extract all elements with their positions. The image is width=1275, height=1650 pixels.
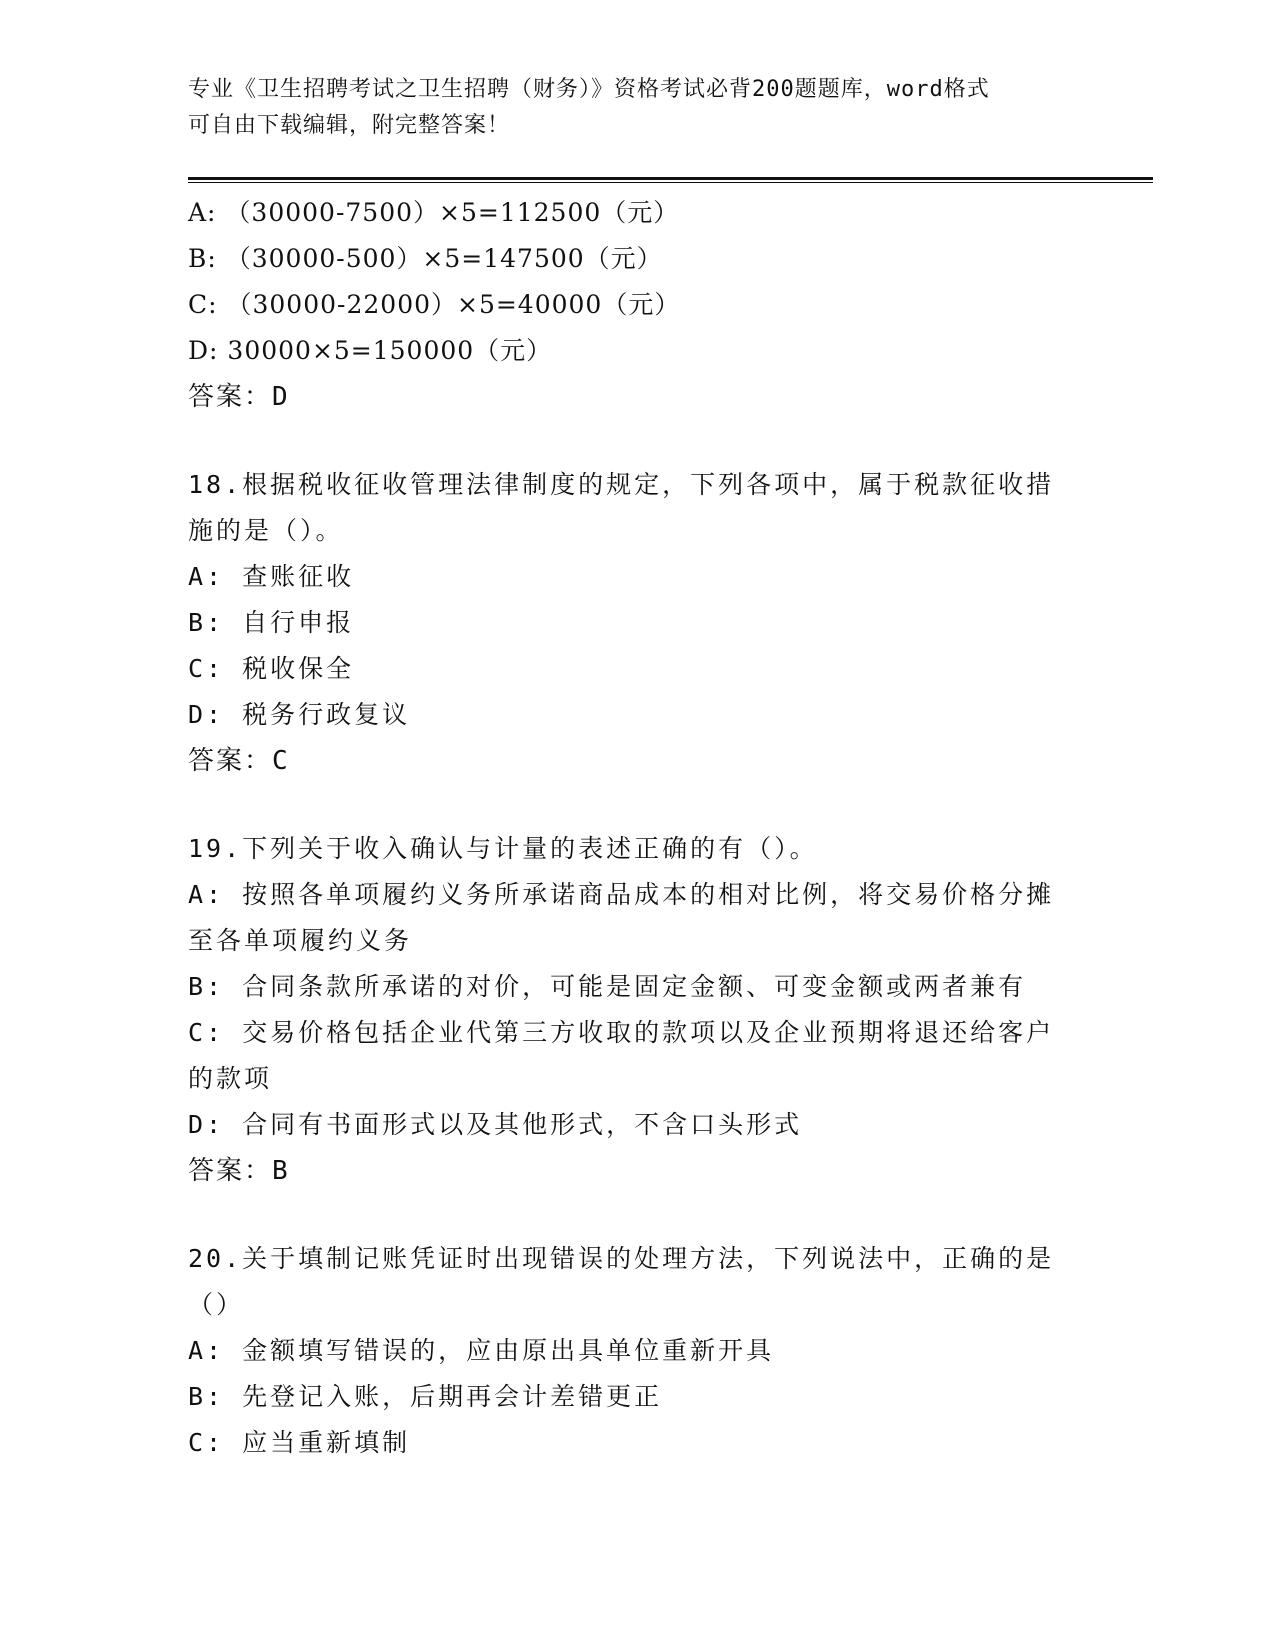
answer-label: 答案：	[188, 746, 273, 776]
question-19	[188, 826, 1068, 1194]
question-20	[188, 1236, 1068, 1466]
option-a: A: 金额填写错误的，应由原出具单位重新开具	[188, 1336, 775, 1365]
option-a: A: 查账征收	[188, 562, 355, 591]
question-stem-line-1: 20.关于填制记账凭证时出现错误的处理方法，下列说法中，正确的是	[188, 1244, 1055, 1273]
option-a: A: （30000-7500）×5=112500（元）	[188, 198, 680, 227]
answer-label: 答案：	[188, 382, 273, 412]
option-d: D: 税务行政复议	[188, 700, 411, 729]
answer-label: 答案：	[188, 1156, 273, 1186]
option-d: D: 合同有书面形式以及其他形式，不含口头形式	[188, 1110, 803, 1139]
header-divider	[188, 177, 1153, 183]
option-a-continued: 至各单项履约义务	[188, 926, 413, 955]
answer-value: D	[272, 382, 290, 412]
option-c-continued: 的款项	[188, 1064, 273, 1093]
divider-thick-line	[188, 177, 1153, 180]
question-18	[188, 462, 1068, 784]
spacer	[188, 1194, 1068, 1236]
spacer	[188, 784, 1068, 826]
option-c: C: （30000-22000）×5=40000（元）	[188, 290, 681, 319]
option-d: D: 30000×5=150000（元）	[188, 336, 553, 365]
answer-value: B	[272, 1156, 290, 1186]
question-stem-line-2: 施的是（）。	[188, 516, 344, 545]
option-c: C: 交易价格包括企业代第三方收取的款项以及企业预期将退还给客户	[188, 1018, 1055, 1047]
option-a: A: 按照各单项履约义务所承诺商品成本的相对比例，将交易价格分摊	[188, 880, 1055, 909]
question-stem-line-2: （）	[188, 1290, 245, 1319]
divider-thin-line	[188, 182, 1153, 183]
option-b: B: 合同条款所承诺的对价，可能是固定金额、可变金额或两者兼有	[188, 972, 1027, 1001]
header-line-2: 可自由下载编辑，附完整答案！	[188, 113, 511, 138]
header-line-1: 专业《卫生招聘考试之卫生招聘（财务）》资格考试必背200题题库，word格式	[188, 77, 990, 102]
document-header	[188, 70, 1068, 142]
question-stem-line-1: 19.下列关于收入确认与计量的表述正确的有（）。	[188, 834, 818, 863]
option-b: B: 先登记入账，后期再会计差错更正	[188, 1382, 663, 1411]
document-body	[188, 190, 1068, 1466]
answer-line	[188, 1148, 1068, 1194]
spacer	[188, 420, 1068, 462]
question-stem-line-1: 18.根据税收征收管理法律制度的规定，下列各项中，属于税款征收措	[188, 470, 1055, 499]
answer-line	[188, 738, 1068, 784]
question-17	[188, 190, 1068, 420]
option-c: C: 应当重新填制	[188, 1428, 411, 1457]
option-c: C: 税收保全	[188, 654, 355, 683]
answer-value: C	[272, 746, 290, 776]
option-b: B: （30000-500）×5=147500（元）	[188, 244, 663, 273]
answer-line	[188, 374, 1068, 420]
option-b: B: 自行申报	[188, 608, 355, 637]
